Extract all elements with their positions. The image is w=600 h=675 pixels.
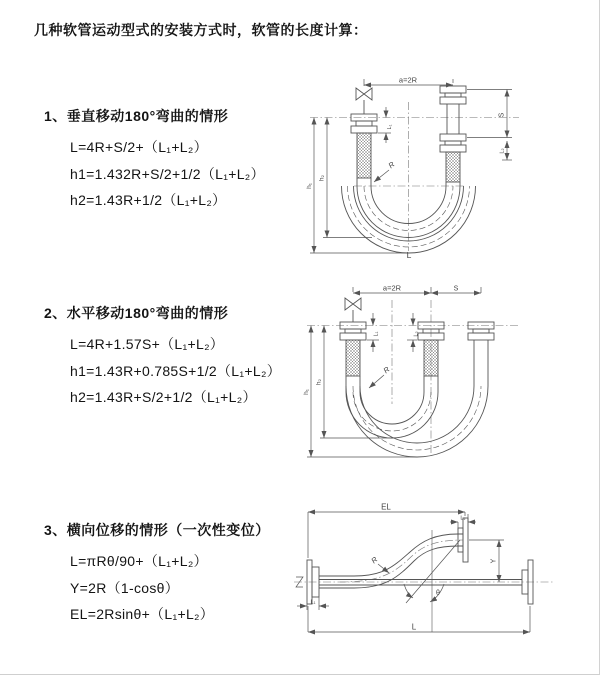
braided-hose-left xyxy=(346,340,360,376)
dim-label-l2: L₂ xyxy=(460,515,466,522)
section-1 xyxy=(44,106,306,214)
valve-icon xyxy=(356,88,372,114)
braided-hose-right xyxy=(446,152,460,182)
dim-label-r: R xyxy=(381,364,392,376)
dim-label-l2: L₂ xyxy=(499,148,506,154)
diagram-lateral-displacement xyxy=(292,500,599,642)
u-bend-arcs-position2 xyxy=(346,386,488,457)
dim-label-r: R xyxy=(386,159,397,171)
pipe-right-displaced xyxy=(474,340,488,386)
formula-line: h2=1.43R+S/2+1/2（L₁+L₂） xyxy=(70,389,257,405)
dim-label-h2: h₂ xyxy=(318,174,326,182)
section-1-heading: 1、垂直移动180°弯曲的情形 xyxy=(44,108,229,124)
dim-label-el: EL xyxy=(381,502,391,512)
section-2-heading: 2、水平移动180°弯曲的情形 xyxy=(44,305,229,321)
flange-fitting-right-top xyxy=(440,86,466,104)
section-2 xyxy=(44,303,306,411)
section-3 xyxy=(44,520,306,628)
formula-line: L=4R+S/2+（L₁+L₂） xyxy=(70,139,208,155)
dim-label-l: L xyxy=(411,622,417,632)
piping xyxy=(342,86,476,253)
radius-leader xyxy=(378,564,389,573)
braided-hose-left xyxy=(357,133,371,178)
dim-label-l: L xyxy=(406,250,412,260)
piping xyxy=(296,515,533,632)
section-1-formulas xyxy=(44,134,306,214)
diagram-horizontal-180-bend xyxy=(303,282,595,461)
formula-line: L=4R+1.57S+（L₁+L₂） xyxy=(70,336,225,352)
dim-label-s: S xyxy=(453,285,459,293)
dimensions xyxy=(307,287,481,457)
flange-fitting-left xyxy=(340,322,366,340)
valve-icon xyxy=(345,298,361,322)
formula-line: Y=2R（1-cosθ） xyxy=(70,579,180,596)
pipe-right xyxy=(447,104,459,134)
dim-label-h1: h₁ xyxy=(306,183,313,189)
piping xyxy=(340,298,494,457)
dim-label-l1: L₁ xyxy=(373,331,380,337)
dim-label-l2: L₂ xyxy=(413,331,420,337)
formula-line: L=πRθ/90+（L₁+L₂） xyxy=(70,553,208,569)
dim-label-a2r: a=2R xyxy=(382,283,402,293)
dimensions xyxy=(310,79,512,253)
dim-label-h1: h₁ xyxy=(303,389,310,395)
section-3-formulas xyxy=(44,548,306,628)
flange-fitting-left xyxy=(351,114,377,133)
dim-label-l1: L₁ xyxy=(387,124,393,130)
dim-label-s: S xyxy=(498,112,506,118)
diagram-vertical-180-bend xyxy=(306,74,594,260)
braided-hose-middle xyxy=(424,340,438,376)
section-2-formulas xyxy=(44,331,306,411)
formula-line: EL=2Rsinθ+（L₁+L₂） xyxy=(70,606,215,622)
formula-line: h2=1.43R+1/2（L₁+L₂） xyxy=(70,192,227,208)
radius-leader xyxy=(374,170,389,182)
centerlines xyxy=(310,102,519,251)
dim-label-r: R xyxy=(369,554,380,566)
formula-line: h1=1.43R+0.785S+1/2（L₁+L₂） xyxy=(70,362,281,379)
flange-fitting-right-lower xyxy=(440,134,466,152)
dim-label-theta: θ xyxy=(436,590,440,597)
flange-fitting-right xyxy=(468,322,494,340)
dim-label-a2r: a=2R xyxy=(398,75,418,85)
section-3-heading: 3、横向位移的情形（一次性变位） xyxy=(44,522,270,538)
centerlines xyxy=(307,300,518,456)
dim-label-h2: h₂ xyxy=(315,378,323,386)
formula-line: h1=1.432R+S/2+1/2（L₁+L₂） xyxy=(70,165,265,182)
radius-leader xyxy=(369,375,384,388)
dimensions xyxy=(297,512,530,632)
page-title: 几种软管运动型式的安装方式时，软管的长度计算： xyxy=(34,22,368,38)
dim-label-l1: L₁ xyxy=(310,599,316,606)
dim-label-y: Y xyxy=(490,558,498,564)
